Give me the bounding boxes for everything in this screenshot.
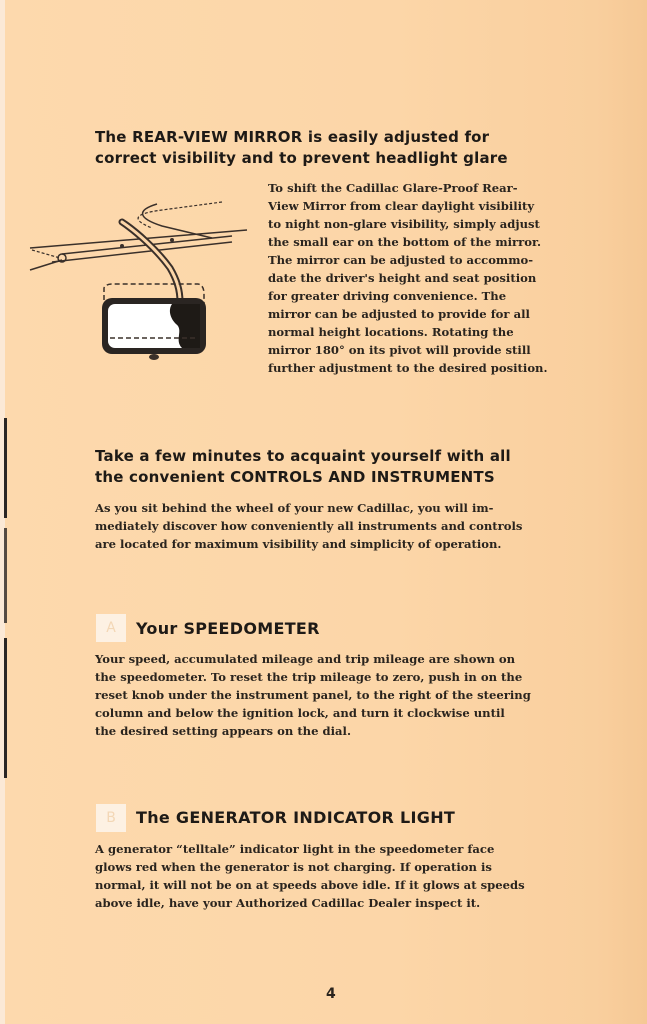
controls-body-text [95,499,571,553]
text-line: to night non-glare visibility, simply adjust [268,217,540,231]
text-line: As you sit behind the wheel of your new Cadillac, you will im- [95,501,494,515]
mirror-body-text [268,179,570,377]
text-line: normal height locations. Rotating the [268,325,514,339]
speedometer-heading: Your SPEEDOMETER [136,619,320,638]
text-line: glows red when the generator is not charging. If operation is [95,860,492,874]
text-line: mediately discover how conveniently all instruments and controls [95,519,523,533]
text-line: View Mirror from clear daylight visibility [268,199,535,213]
spine-mark [4,638,7,778]
spine-mark [4,528,7,623]
text-line: the small ear on the bottom of the mirror. [268,235,542,249]
text-line: To shift the Cadillac Glare-Proof Rear- [268,181,518,195]
text-line: Your speed, accumulated mileage and trip mileage are shown on [95,652,516,666]
text-line: normal, it will not be on at speeds above idle. If it glows at speeds [95,878,525,892]
text-line: the desired setting appears on the dial. [95,724,351,738]
spine-mark [4,418,7,518]
controls-heading-line1: Take a few minutes to acquaint yourself with all [95,447,511,465]
text-line: are located for maximum visibility and simplicity of operation. [95,537,502,551]
page-number: 4 [326,986,336,1002]
text-line: mirror can be adjusted to provide for all [268,307,530,321]
generator-body-text [95,840,571,912]
text-line: reset knob under the instrument panel, to the right of the steering [95,688,531,702]
text-line: A generator “telltale” indicator light in the speedometer face [95,842,495,856]
text-line: The mirror can be adjusted to accommo- [268,253,534,267]
mirror-heading [95,127,575,169]
text-line: mirror 180° on its pivot will provide still [268,343,531,357]
rear-view-mirror-illustration [22,190,252,370]
controls-heading [95,446,575,488]
text-line: further adjustment to the desired position. [268,361,548,375]
controls-heading-line2: the convenient CONTROLS AND INSTRUMENTS [95,468,495,486]
text-line: date the driver's height and seat position [268,271,537,285]
text-line: the speedometer. To reset the trip mileage to zero, push in on the [95,670,523,684]
section-badge-b: B [96,804,126,832]
text-line: column and below the ignition lock, and turn it clockwise until [95,706,505,720]
mirror-heading-line2: correct visibility and to prevent headlight glare [95,149,508,167]
speedometer-body-text [95,650,571,740]
section-badge-a: A [96,614,126,642]
generator-heading: The GENERATOR INDICATOR LIGHT [136,808,456,827]
mirror-heading-line1: The REAR-VIEW MIRROR is easily adjusted for [95,128,490,146]
text-line: for greater driving convenience. The [268,289,507,303]
text-line: above idle, have your Authorized Cadillac Dealer inspect it. [95,896,481,910]
